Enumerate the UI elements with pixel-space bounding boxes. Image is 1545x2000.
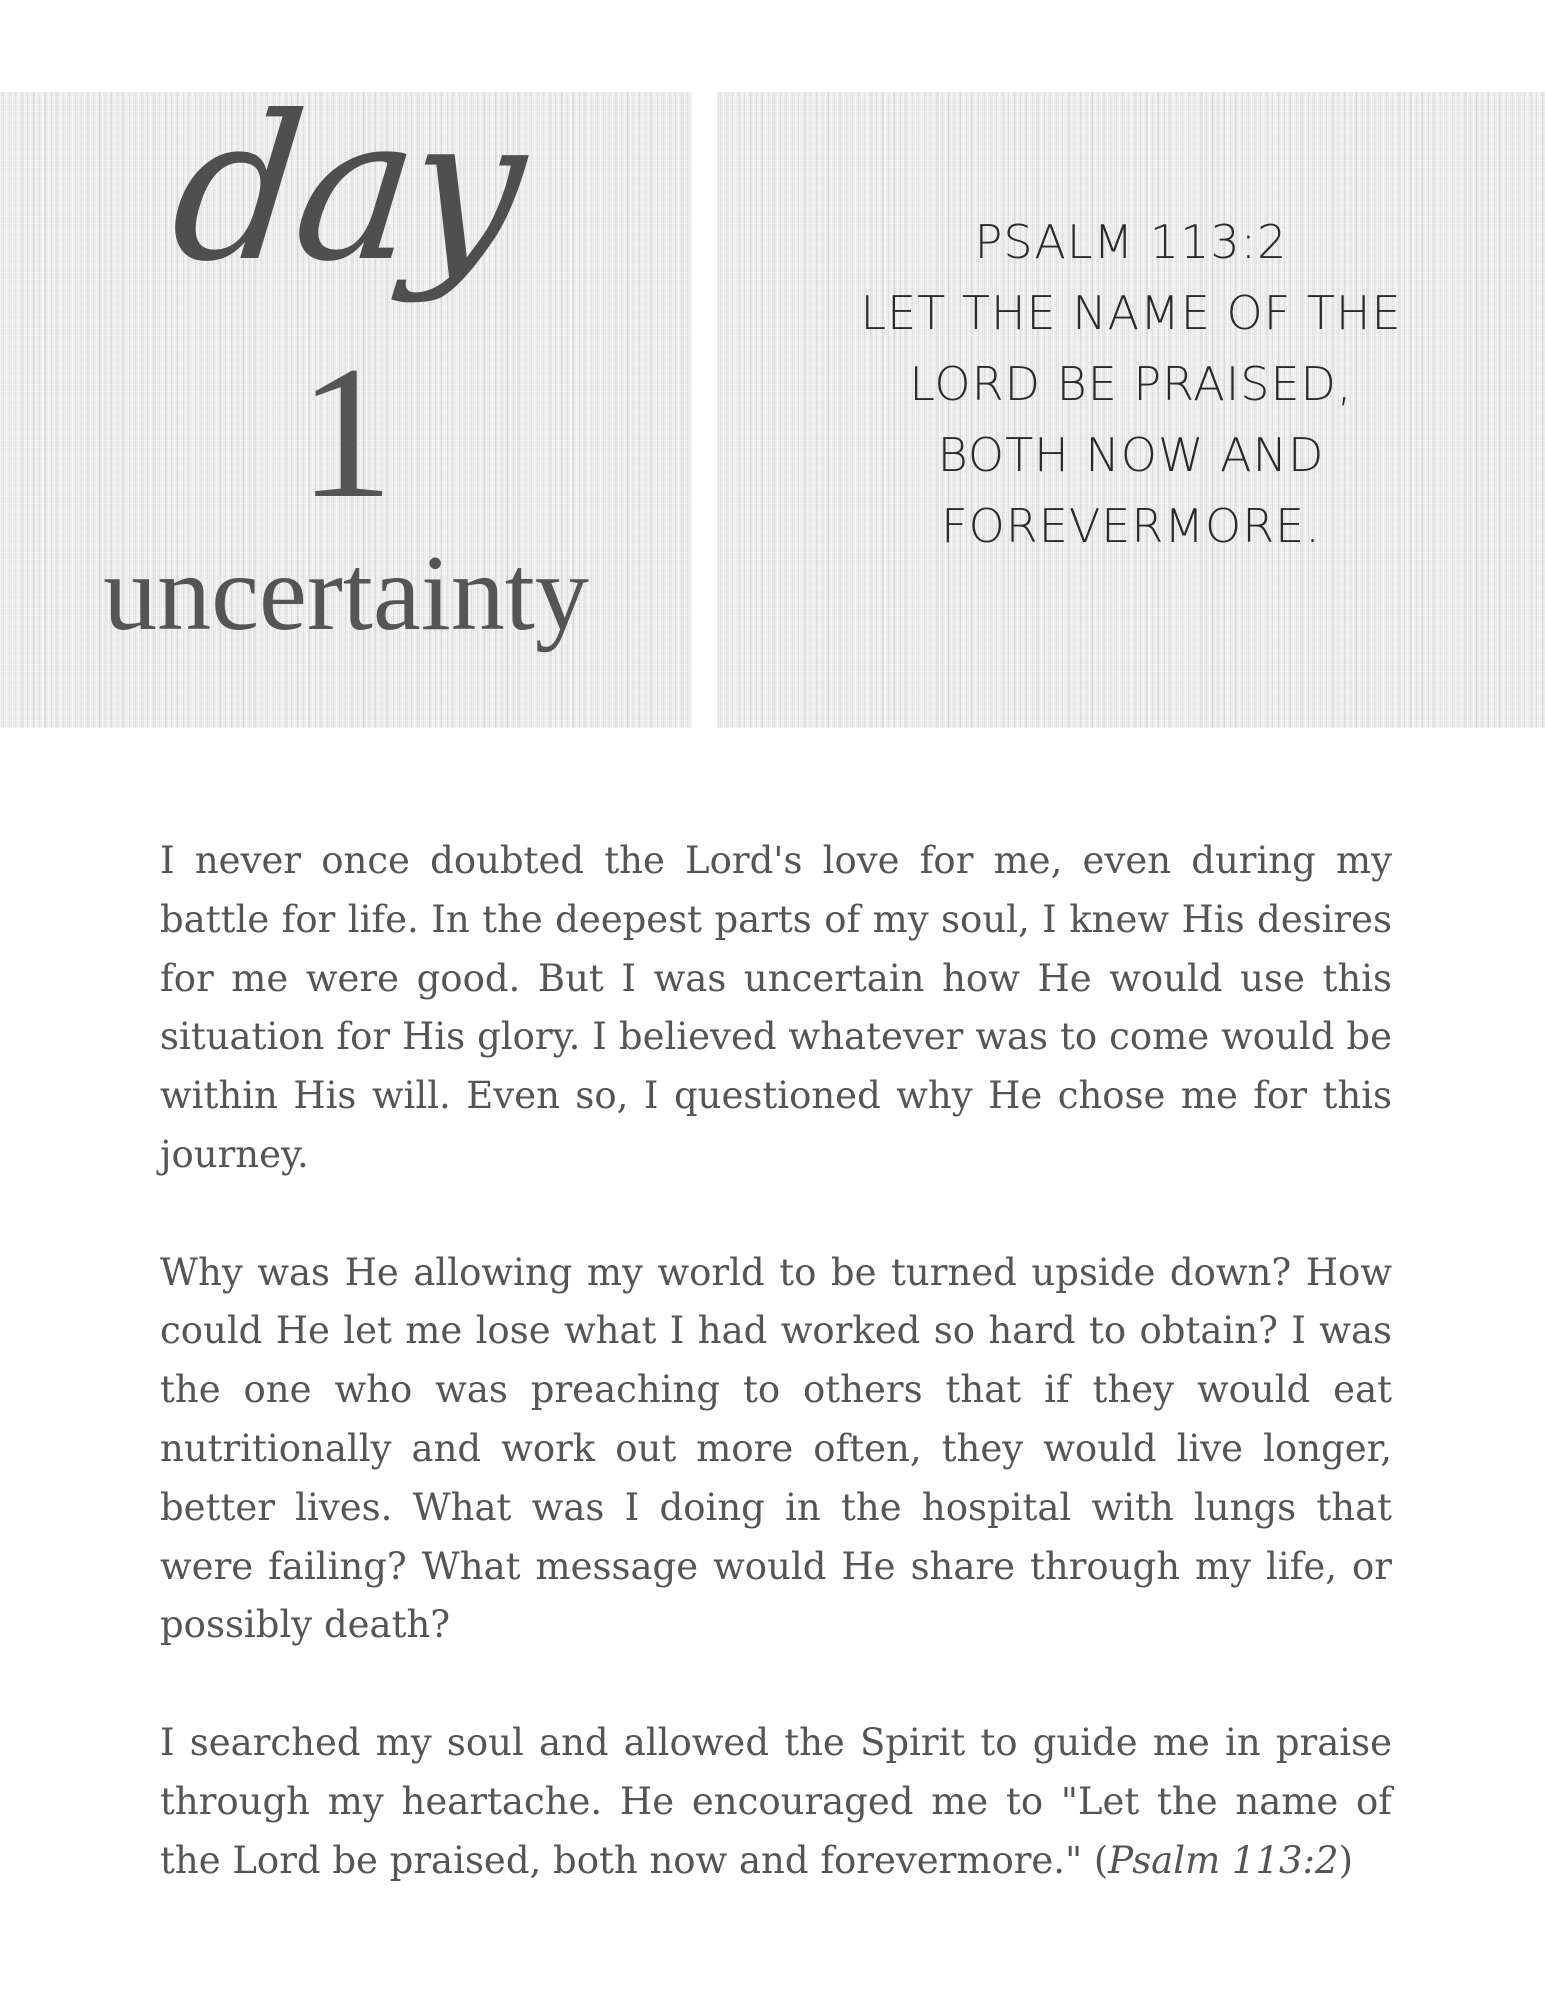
devotional-body [160, 832, 1392, 1890]
scripture-citation: Psalm 113:2 [1108, 1838, 1339, 1882]
verse-line: LET THE NAME OF THE [860, 286, 1402, 340]
verse-reference: PSALM 113:2 [974, 215, 1288, 269]
day-script-heading: day [162, 73, 530, 306]
day-number: 1 [298, 328, 394, 538]
closing-paragraph [160, 1714, 1392, 1890]
day-theme-title: uncertainty [103, 534, 589, 653]
verse-line: FOREVERMORE. [941, 499, 1321, 553]
closing-paren: ) [1338, 1838, 1353, 1882]
verse-line: BOTH NOW AND [937, 428, 1325, 482]
verse-text [717, 207, 1545, 562]
verse-line: LORD BE PRAISED, [909, 357, 1353, 411]
body-paragraph: I never once doubted the Lord's love for me, even during my battle for life. In the deepest parts of my soul, I knew His desires for me were good. But I was uncertain how He would use this situation for His glory. I believed whatever was to come would be within His will. Even so, I questioned why He chose me for this journey. [160, 839, 1392, 1176]
body-paragraph: Why was He allowing my world to be turned upside down? How could He let me lose what I had worked so hard to obtain? I was the one who was preaching to others that if they would eat nutritionally and work out more often, they would live longer, better lives. What was I doing in the hospital with lungs that were failing? What message would He share through my life, or possibly death? [160, 1250, 1392, 1647]
closing-text: I searched my soul and allowed the Spirit to guide me in praise through my heartache. He encouraged me to "Let the name of the Lord be praised, both now and forevermore." ( [160, 1720, 1392, 1882]
